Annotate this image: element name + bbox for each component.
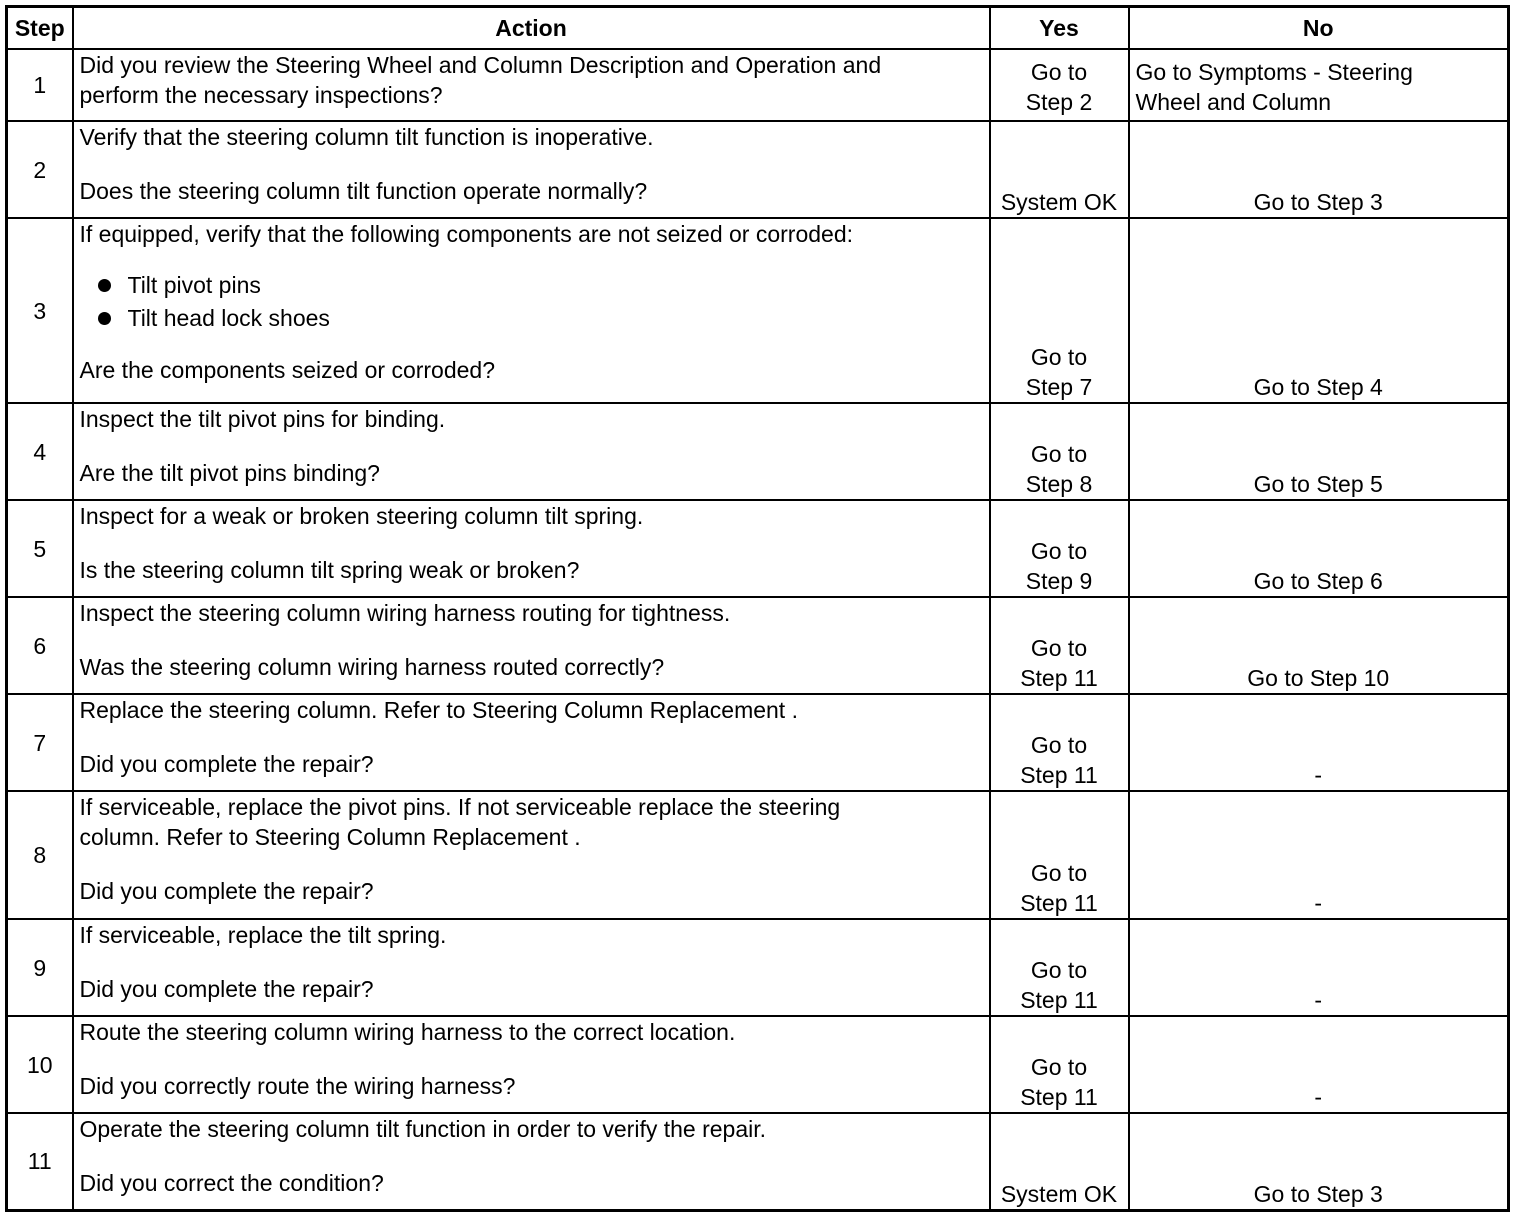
action-cell (73, 694, 990, 791)
yes-text: Step 11 (1020, 890, 1098, 916)
table-row (7, 694, 1509, 791)
action-question: Did you correctly route the wiring harness? (79, 1073, 516, 1099)
action-cell (73, 597, 990, 694)
no-cell (1129, 597, 1509, 694)
no-cell (1129, 1113, 1509, 1210)
action-cell (73, 500, 990, 597)
no-text: Go to Step 3 (1253, 189, 1383, 215)
header-row (7, 7, 1509, 50)
step-number: 3 (7, 218, 73, 403)
action-text: Inspect the tilt pivot pins for binding. (79, 406, 446, 432)
yes-text: Step 9 (1025, 568, 1093, 594)
spacer (80, 1047, 983, 1071)
spacer (80, 152, 983, 176)
table-row (7, 919, 1509, 1016)
action-question: Does the steering column tilt function operate normally? (79, 178, 648, 204)
yes-text: Step 11 (1020, 665, 1098, 691)
header-yes: Yes (990, 7, 1129, 50)
yes-text: Step 8 (1025, 471, 1093, 497)
action-text: Route the steering column wiring harness to the correct location. (79, 1019, 736, 1045)
spacer (80, 1144, 983, 1168)
spacer (80, 950, 983, 974)
spacer (80, 531, 983, 555)
yes-cell (990, 694, 1129, 791)
action-text: column. Refer to Steering Column Replacement . (79, 824, 581, 850)
action-question: Did you complete the repair? (79, 878, 374, 904)
table-row (7, 121, 1509, 218)
spacer (80, 725, 983, 749)
action-text: Verify that the steering column tilt function is inoperative. (79, 124, 654, 150)
no-cell (1129, 121, 1509, 218)
step-number: 7 (7, 694, 73, 791)
yes-text: Go to (1030, 1054, 1088, 1080)
step-number: 1 (7, 49, 73, 121)
step-number: 10 (7, 1016, 73, 1113)
step-number: 8 (7, 791, 73, 919)
header-no: No (1129, 7, 1509, 50)
spacer (80, 852, 983, 876)
list-item (80, 269, 983, 302)
action-text: Did you review the Steering Wheel and Column Description and Operation and (79, 52, 882, 78)
list-item-text: Tilt head lock shoes (127, 305, 330, 331)
no-cell (1129, 403, 1509, 500)
yes-text: Step 11 (1020, 1084, 1098, 1110)
diagnostic-table (5, 5, 1510, 1212)
yes-text: Step 2 (1025, 89, 1093, 115)
no-text: Go to Step 10 (1247, 665, 1390, 691)
action-cell (73, 919, 990, 1016)
no-cell (1129, 49, 1509, 121)
yes-cell (990, 1113, 1129, 1210)
no-text: - (1314, 890, 1323, 916)
action-text: Inspect the steering column wiring harness routing for tightness. (79, 600, 731, 626)
spacer (80, 434, 983, 458)
action-cell (73, 218, 990, 403)
yes-cell (990, 121, 1129, 218)
no-text: - (1314, 1084, 1323, 1110)
yes-cell (990, 218, 1129, 403)
action-text: Replace the steering column. Refer to Steering Column Replacement . (79, 697, 798, 723)
action-question: Did you complete the repair? (79, 751, 374, 777)
action-cell (73, 791, 990, 919)
yes-text: Go to (1030, 441, 1088, 467)
yes-text: System OK (1000, 1180, 1118, 1207)
action-text: If serviceable, replace the tilt spring. (79, 922, 447, 948)
no-cell (1129, 500, 1509, 597)
table-body (7, 49, 1509, 1210)
step-number: 6 (7, 597, 73, 694)
no-text: Go to Step 3 (1253, 1180, 1383, 1207)
yes-cell (990, 1016, 1129, 1113)
step-number: 2 (7, 121, 73, 218)
action-text: Inspect for a weak or broken steering column tilt spring. (79, 503, 644, 529)
table-row (7, 218, 1509, 403)
yes-text: Step 11 (1020, 762, 1098, 788)
header-action: Action (73, 7, 990, 50)
action-cell (73, 403, 990, 500)
no-cell (1129, 1016, 1509, 1113)
yes-text: Step 11 (1020, 987, 1098, 1013)
action-question: Are the tilt pivot pins binding? (79, 460, 380, 486)
no-text: - (1314, 987, 1323, 1013)
no-text: Go to Symptoms - Steering (1135, 59, 1413, 85)
table-row (7, 1016, 1509, 1113)
table-row (7, 597, 1509, 694)
action-cell (73, 1113, 990, 1210)
component-list (80, 269, 983, 335)
bullet-icon (98, 312, 111, 325)
table-row (7, 500, 1509, 597)
action-text: If equipped, verify that the following components are not seized or corroded: (79, 221, 854, 247)
step-number: 5 (7, 500, 73, 597)
yes-cell (990, 597, 1129, 694)
yes-text: Step 7 (1025, 374, 1093, 400)
yes-text: Go to (1030, 538, 1088, 564)
no-cell (1129, 694, 1509, 791)
action-text: perform the necessary inspections? (79, 82, 443, 108)
table-row (7, 1113, 1509, 1210)
yes-cell (990, 791, 1129, 919)
step-number: 11 (7, 1113, 73, 1210)
no-cell (1129, 919, 1509, 1016)
action-question: Are the components seized or corroded? (79, 357, 496, 383)
step-number: 4 (7, 403, 73, 500)
yes-cell (990, 49, 1129, 121)
yes-text: Go to (1030, 59, 1088, 85)
no-text: Wheel and Column (1135, 89, 1332, 115)
yes-text: Go to (1030, 732, 1088, 758)
no-text: Go to Step 4 (1253, 374, 1383, 400)
yes-cell (990, 919, 1129, 1016)
step-number: 9 (7, 919, 73, 1016)
list-item (80, 302, 983, 335)
no-cell (1129, 218, 1509, 403)
yes-cell (990, 403, 1129, 500)
action-question: Did you correct the condition? (79, 1170, 384, 1196)
yes-text: Go to (1030, 344, 1088, 370)
action-question: Did you complete the repair? (79, 976, 374, 1002)
action-text: If serviceable, replace the pivot pins. If not serviceable replace the steering (79, 794, 841, 820)
table-row (7, 791, 1509, 919)
action-cell (73, 121, 990, 218)
table-row (7, 403, 1509, 500)
action-question: Is the steering column tilt spring weak or broken? (79, 557, 580, 583)
yes-text: Go to (1030, 635, 1088, 661)
yes-text: System OK (1000, 189, 1118, 215)
bullet-icon (98, 279, 111, 292)
no-cell (1129, 791, 1509, 919)
table-row (7, 49, 1509, 121)
spacer (80, 628, 983, 652)
no-text: Go to Step 6 (1253, 568, 1383, 594)
no-text: Go to Step 5 (1253, 471, 1383, 497)
list-item-text: Tilt pivot pins (127, 272, 261, 298)
action-cell (73, 49, 990, 121)
header-step: Step (7, 7, 73, 50)
yes-cell (990, 500, 1129, 597)
action-question: Was the steering column wiring harness routed correctly? (79, 654, 665, 680)
yes-text: Go to (1030, 860, 1088, 886)
yes-text: Go to (1030, 957, 1088, 983)
action-cell (73, 1016, 990, 1113)
no-text: - (1314, 762, 1323, 788)
action-text: Operate the steering column tilt function in order to verify the repair. (79, 1116, 767, 1142)
